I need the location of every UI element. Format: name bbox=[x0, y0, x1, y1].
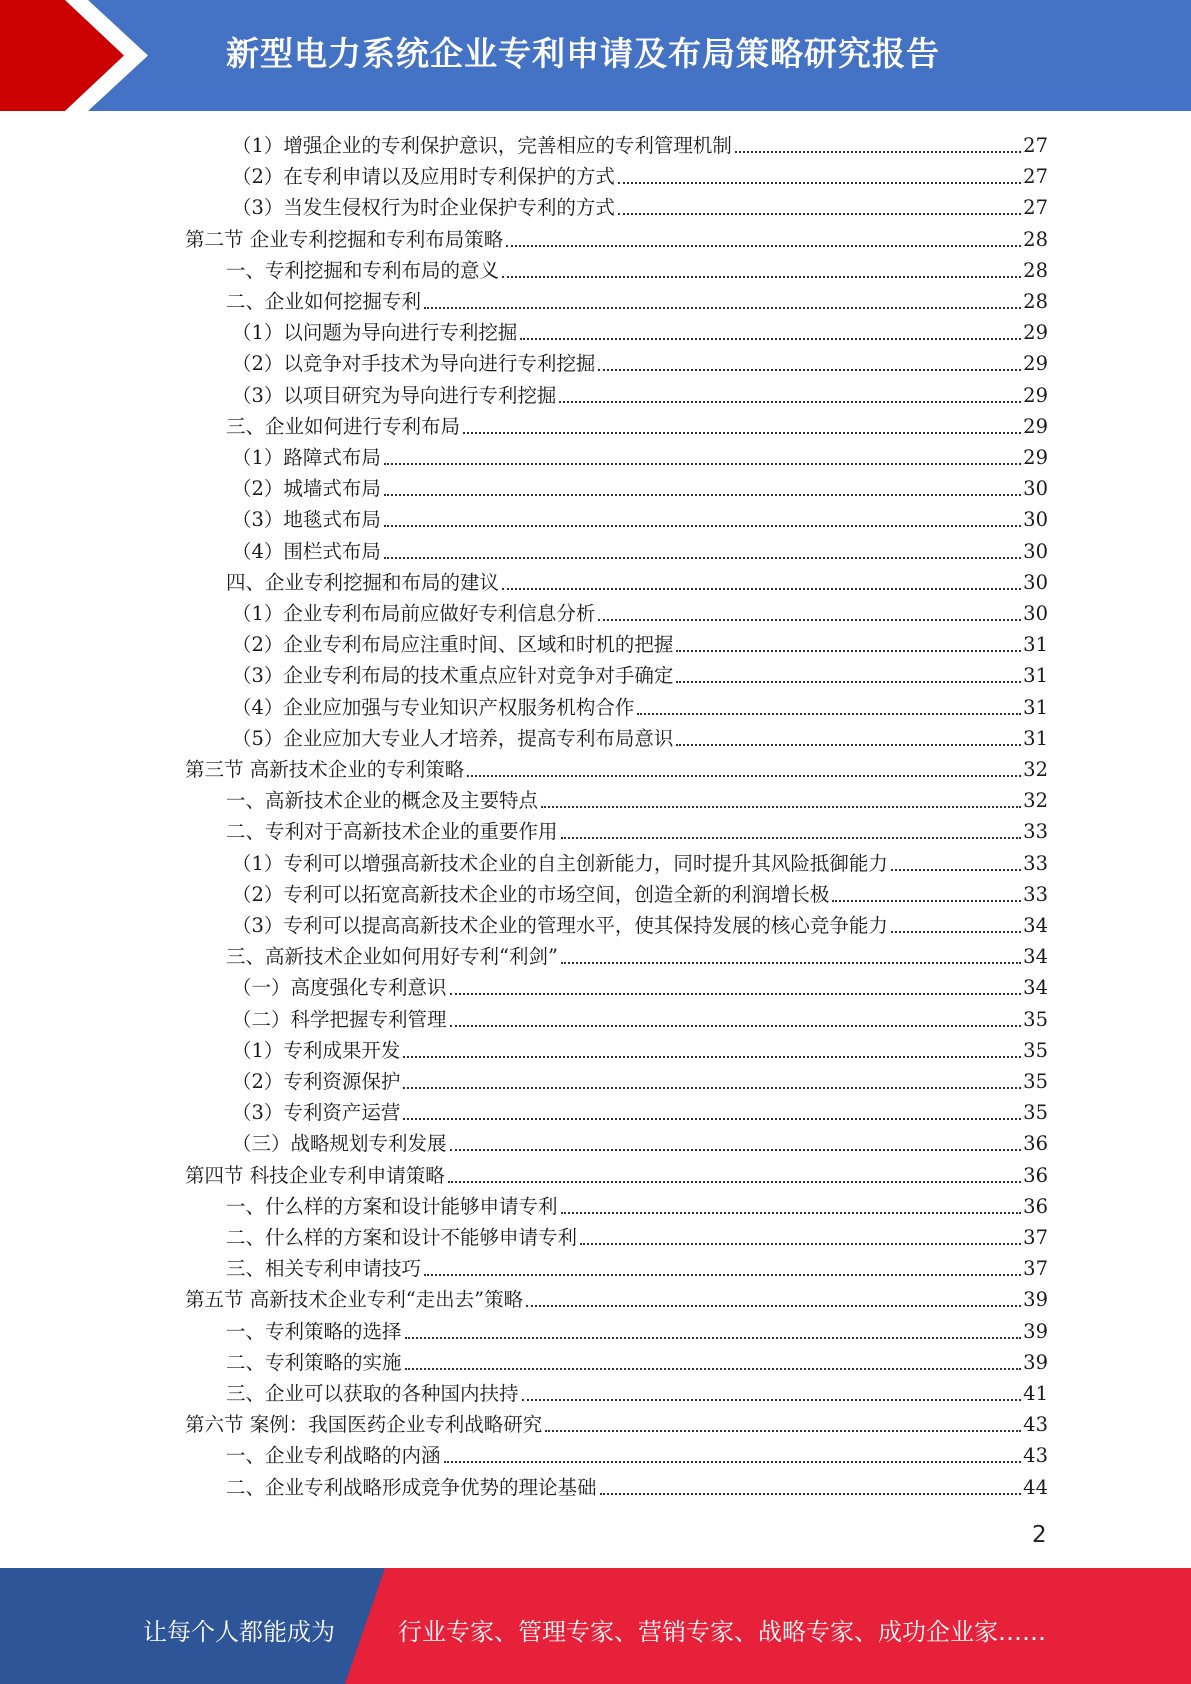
toc-entry-page: 29 bbox=[1023, 383, 1048, 407]
dot-leader bbox=[463, 431, 1021, 434]
toc-entry-page: 27 bbox=[1023, 196, 1048, 220]
dot-leader bbox=[506, 244, 1021, 247]
toc-entry-title: 一、高新技术企业的概念及主要特点 bbox=[226, 789, 539, 813]
toc-entry-page: 29 bbox=[1023, 446, 1048, 469]
toc-entry[interactable] bbox=[226, 1188, 1048, 1219]
toc-entry-title: 第二节 企业专利挖掘和专利布局策略 bbox=[185, 227, 504, 251]
toc-entry-page: 37 bbox=[1023, 1257, 1048, 1281]
toc-entry[interactable] bbox=[185, 1406, 1048, 1437]
dot-leader bbox=[600, 1492, 1022, 1495]
toc-entry-title: 第六节 案例：我国医药企业专利战略研究 bbox=[185, 1413, 543, 1437]
toc-entry-title: （1）路障式布局 bbox=[232, 446, 381, 469]
toc-entry-page: 36 bbox=[1023, 1163, 1048, 1187]
toc-entry-title: 二、什么样的方案和设计不能够申请专利 bbox=[226, 1226, 578, 1249]
toc-entry[interactable] bbox=[232, 470, 1048, 501]
toc-entry[interactable] bbox=[226, 813, 1048, 844]
toc-entry[interactable] bbox=[232, 689, 1048, 720]
toc-entry[interactable] bbox=[232, 1094, 1048, 1125]
dot-leader bbox=[502, 587, 1021, 590]
dot-leader bbox=[598, 368, 1021, 371]
toc-entry-page: 33 bbox=[1023, 820, 1048, 844]
toc-entry-title: （3）地毯式布局 bbox=[232, 508, 381, 532]
toc-entry-page: 30 bbox=[1023, 602, 1048, 625]
toc-entry[interactable] bbox=[232, 1001, 1048, 1032]
toc-entry[interactable] bbox=[232, 657, 1048, 688]
toc-entry[interactable] bbox=[232, 189, 1048, 220]
dot-leader bbox=[561, 961, 1021, 964]
toc-entry-page: 35 bbox=[1023, 1070, 1048, 1093]
toc-entry-page: 27 bbox=[1023, 165, 1048, 189]
toc-entry-title: 一、专利策略的选择 bbox=[226, 1319, 402, 1343]
footer-slogan-right: 行业专家、管理专家、营销专家、战略专家、成功企业家…… bbox=[398, 1618, 1046, 1646]
dot-leader bbox=[467, 774, 1021, 777]
toc-entry-title: （5）企业应加大专业人才培养，提高专利布局意识 bbox=[232, 726, 674, 750]
toc-entry[interactable] bbox=[232, 969, 1048, 1000]
chevron-arrow-icon bbox=[0, 0, 160, 111]
toc-entry-page: 28 bbox=[1023, 258, 1048, 282]
toc-entry-title: （1）增强企业的专利保护意识，完善相应的专利管理机制 bbox=[232, 134, 732, 157]
toc-entry-page: 30 bbox=[1023, 539, 1048, 563]
toc-entry-title: 第四节 科技企业专利申请策略 bbox=[185, 1163, 445, 1187]
toc-entry-title: （3）企业专利布局的技术重点应针对竞争对手确定 bbox=[232, 664, 674, 688]
dot-leader bbox=[448, 1180, 1021, 1183]
dot-leader bbox=[559, 400, 1021, 403]
toc-entry-page: 41 bbox=[1023, 1382, 1048, 1405]
toc-entry[interactable] bbox=[232, 595, 1048, 626]
dot-leader bbox=[891, 930, 1021, 933]
toc-entry[interactable] bbox=[232, 720, 1048, 751]
toc-entry[interactable] bbox=[226, 1375, 1048, 1406]
toc-entry-page: 31 bbox=[1023, 726, 1048, 750]
dot-leader bbox=[526, 1304, 1021, 1307]
toc-entry-title: （1）以问题为导向进行专利挖掘 bbox=[232, 321, 518, 345]
toc-entry-page: 39 bbox=[1023, 1288, 1048, 1312]
toc-entry[interactable] bbox=[232, 1032, 1048, 1063]
toc-entry-page: 28 bbox=[1023, 290, 1048, 313]
toc-entry-page: 32 bbox=[1023, 758, 1048, 781]
page-footer bbox=[0, 1568, 1191, 1684]
dot-leader bbox=[384, 493, 1021, 496]
toc-entry-title: （3）当发生侵权行为时企业保护专利的方式 bbox=[232, 196, 615, 220]
toc-entry[interactable] bbox=[185, 1281, 1048, 1312]
toc-entry[interactable] bbox=[226, 938, 1048, 969]
dot-leader bbox=[735, 150, 1021, 153]
toc-entry[interactable] bbox=[232, 1125, 1048, 1156]
toc-entry-title: 三、企业可以获取的各种国内扶持 bbox=[226, 1382, 519, 1405]
report-title: 新型电力系统企业专利申请及布局策略研究报告 bbox=[226, 34, 940, 73]
dot-leader bbox=[502, 275, 1021, 278]
dot-leader bbox=[561, 836, 1022, 839]
toc-entry[interactable] bbox=[232, 1063, 1048, 1094]
toc-entry[interactable] bbox=[232, 907, 1048, 938]
toc-entry-title: 第五节 高新技术企业专利“走出去”策略 bbox=[185, 1288, 524, 1312]
toc-entry-page: 37 bbox=[1023, 1226, 1048, 1249]
toc-entry-page: 43 bbox=[1023, 1413, 1048, 1437]
dot-leader bbox=[403, 1086, 1021, 1089]
toc-entry-title: 二、专利策略的实施 bbox=[226, 1350, 402, 1374]
dot-leader bbox=[637, 712, 1021, 715]
toc-entry[interactable] bbox=[185, 751, 1048, 782]
toc-entry[interactable] bbox=[226, 1344, 1048, 1375]
toc-entry[interactable] bbox=[232, 845, 1048, 876]
dot-leader bbox=[403, 1055, 1021, 1058]
toc-entry-title: （1）企业专利布局前应做好专利信息分析 bbox=[232, 602, 596, 625]
toc-entry-title: 二、企业专利战略形成竞争优势的理论基础 bbox=[226, 1475, 597, 1499]
toc-entry-title: （1）专利可以增强高新技术企业的自主创新能力，同时提升其风险抵御能力 bbox=[232, 851, 888, 875]
toc-entry-title: （4）企业应加强与专业知识产权服务机构合作 bbox=[232, 695, 635, 719]
toc-entry[interactable] bbox=[232, 345, 1048, 376]
toc-entry[interactable] bbox=[226, 1313, 1048, 1344]
toc-entry-title: （3）专利可以提高高新技术企业的管理水平，使其保持发展的核心竞争能力 bbox=[232, 914, 888, 937]
toc-entry-page: 44 bbox=[1023, 1475, 1048, 1499]
toc-entry-page: 30 bbox=[1023, 477, 1048, 501]
toc-entry-title: 四、企业专利挖掘和布局的建议 bbox=[226, 570, 500, 594]
page-number: 2 bbox=[1032, 1522, 1047, 1548]
toc-entry-title: 一、企业专利战略的内涵 bbox=[226, 1444, 441, 1468]
toc-entry-title: 二、企业如何挖掘专利 bbox=[226, 290, 422, 313]
toc-entry-title: （二）科学把握专利管理 bbox=[232, 1007, 447, 1031]
toc-entry[interactable] bbox=[185, 221, 1048, 252]
dot-leader bbox=[405, 1336, 1022, 1339]
toc-entry[interactable] bbox=[226, 1437, 1048, 1468]
dot-leader bbox=[450, 992, 1022, 995]
toc-entry-page: 34 bbox=[1023, 976, 1048, 1000]
toc-entry-title: 三、高新技术企业如何用好专利“利剑” bbox=[226, 945, 558, 969]
dot-leader bbox=[384, 524, 1021, 527]
toc-entry-page: 32 bbox=[1023, 789, 1048, 813]
toc-entry[interactable] bbox=[185, 1157, 1048, 1188]
toc-entry-page: 43 bbox=[1023, 1444, 1048, 1468]
dot-leader bbox=[598, 618, 1021, 621]
toc-entry-page: 29 bbox=[1023, 414, 1048, 438]
toc-entry[interactable] bbox=[232, 127, 1048, 158]
toc-entry-title: （三）战略规划专利发展 bbox=[232, 1132, 447, 1156]
toc-entry-title: 二、专利对于高新技术企业的重要作用 bbox=[226, 820, 558, 844]
toc-entry-page: 31 bbox=[1023, 633, 1048, 657]
dot-leader bbox=[891, 868, 1021, 871]
toc-entry[interactable] bbox=[232, 626, 1048, 657]
dot-leader bbox=[450, 1024, 1022, 1027]
toc-entry-page: 28 bbox=[1023, 227, 1048, 251]
dot-leader bbox=[424, 1273, 1021, 1276]
toc-entry-page: 34 bbox=[1023, 945, 1048, 969]
dot-leader bbox=[561, 1211, 1022, 1214]
toc-entry-page: 27 bbox=[1023, 134, 1048, 157]
toc-entry-page: 39 bbox=[1023, 1350, 1048, 1374]
dot-leader bbox=[618, 181, 1021, 184]
toc-entry-title: 一、什么样的方案和设计能够申请专利 bbox=[226, 1194, 558, 1218]
toc-entry-title: （1）专利成果开发 bbox=[232, 1038, 401, 1062]
toc-entry-title: 一、专利挖掘和专利布局的意义 bbox=[226, 258, 500, 282]
toc-entry-title: （2）以竞争对手技术为导向进行专利挖掘 bbox=[232, 352, 596, 376]
toc-entry-page: 35 bbox=[1023, 1038, 1048, 1062]
toc-entry[interactable] bbox=[226, 1469, 1048, 1500]
toc-entry-title: （2）专利可以拓宽高新技术企业的市场空间，创造全新的利润增长极 bbox=[232, 882, 830, 906]
dot-leader bbox=[405, 1367, 1022, 1370]
toc-entry-title: （一）高度强化专利意识 bbox=[232, 976, 447, 1000]
toc-entry[interactable] bbox=[232, 533, 1048, 564]
dot-leader bbox=[520, 337, 1021, 340]
toc-entry-title: （2）在专利申请以及应用时专利保护的方式 bbox=[232, 165, 615, 189]
toc-entry[interactable] bbox=[226, 283, 1048, 314]
toc-entry-title: （3）以项目研究为导向进行专利挖掘 bbox=[232, 383, 557, 407]
toc-entry-page: 33 bbox=[1023, 882, 1048, 906]
toc-entry[interactable] bbox=[232, 876, 1048, 907]
toc-entry-title: 第三节 高新技术企业的专利策略 bbox=[185, 758, 465, 781]
toc-entry-page: 33 bbox=[1023, 851, 1048, 875]
toc-entry[interactable] bbox=[232, 158, 1048, 189]
dot-leader bbox=[676, 743, 1021, 746]
toc-entry-page: 31 bbox=[1023, 695, 1048, 719]
toc-entry-title: 三、企业如何进行专利布局 bbox=[226, 414, 461, 438]
dot-leader bbox=[676, 649, 1021, 652]
dot-leader bbox=[450, 1148, 1022, 1151]
toc-entry[interactable] bbox=[232, 377, 1048, 408]
toc-entry-page: 35 bbox=[1023, 1101, 1048, 1125]
dot-leader bbox=[545, 1429, 1021, 1432]
dot-leader bbox=[522, 1398, 1022, 1401]
toc-entry[interactable] bbox=[226, 564, 1048, 595]
toc-entry-page: 29 bbox=[1023, 352, 1048, 376]
toc-entry-page: 30 bbox=[1023, 570, 1048, 594]
toc-entry-page: 36 bbox=[1023, 1194, 1048, 1218]
dot-leader bbox=[541, 805, 1021, 808]
dot-leader bbox=[424, 306, 1021, 309]
toc-entry-page: 36 bbox=[1023, 1132, 1048, 1156]
toc-entry-title: （2）专利资源保护 bbox=[232, 1070, 401, 1093]
toc-entry-title: （3）专利资产运营 bbox=[232, 1101, 401, 1125]
toc-entry[interactable] bbox=[232, 314, 1048, 345]
dot-leader bbox=[832, 899, 1021, 902]
toc-entry-page: 35 bbox=[1023, 1007, 1048, 1031]
dot-leader bbox=[444, 1460, 1022, 1463]
footer-slogan-left: 让每个人都能成为 bbox=[143, 1618, 335, 1646]
dot-leader bbox=[676, 680, 1021, 683]
toc-entry-page: 29 bbox=[1023, 321, 1048, 345]
dot-leader bbox=[580, 1242, 1021, 1245]
toc-entry[interactable] bbox=[226, 782, 1048, 813]
toc-entry-page: 34 bbox=[1023, 914, 1048, 937]
toc-entry[interactable] bbox=[232, 439, 1048, 470]
toc-entry[interactable] bbox=[232, 501, 1048, 532]
toc-entry-page: 39 bbox=[1023, 1319, 1048, 1343]
toc-entry[interactable] bbox=[226, 408, 1048, 439]
toc-entry-title: （2）企业专利布局应注重时间、区域和时机的把握 bbox=[232, 633, 674, 657]
dot-leader bbox=[403, 1117, 1021, 1120]
dot-leader bbox=[618, 212, 1021, 215]
toc-entry-title: （4）围栏式布局 bbox=[232, 539, 381, 563]
toc-entry[interactable] bbox=[226, 252, 1048, 283]
dot-leader bbox=[384, 462, 1021, 465]
toc-entry[interactable] bbox=[226, 1250, 1048, 1281]
toc-entry-title: 三、相关专利申请技巧 bbox=[226, 1257, 422, 1281]
dot-leader bbox=[384, 556, 1021, 559]
page-header bbox=[0, 0, 1191, 111]
toc-entry[interactable] bbox=[226, 1219, 1048, 1250]
toc-entry-title: （2）城墙式布局 bbox=[232, 477, 381, 501]
toc-entry-page: 31 bbox=[1023, 664, 1048, 688]
toc-entry-page: 30 bbox=[1023, 508, 1048, 532]
